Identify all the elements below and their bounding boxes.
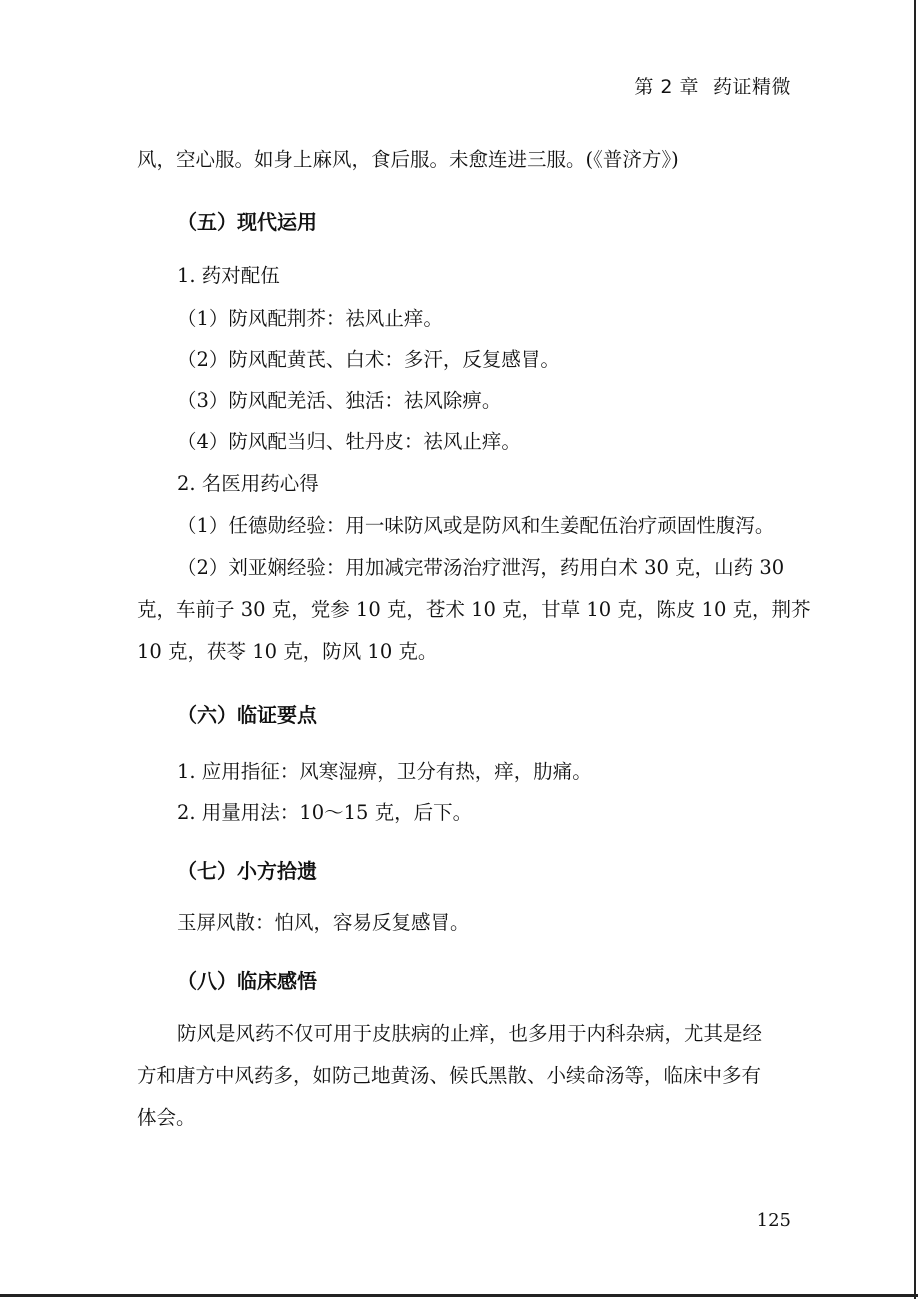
subheading-drug-pairing: 1. 药对配伍	[177, 264, 280, 287]
section-7-heading: （七）小方拾遗	[177, 859, 317, 883]
continuation-text: 风，空心服。如身上麻风，食后服。未愈连进三服。(《普济方》)	[137, 148, 679, 171]
list-item: （1）任德勋经验：用一味防风或是防风和生姜配伍治疗顽固性腹泻。	[177, 514, 775, 537]
page-number: 125	[756, 1210, 791, 1231]
page-border-bottom	[0, 1294, 918, 1297]
section-8-heading: （八）临床感悟	[177, 969, 317, 993]
list-item: 2. 用量用法：10～15 克，后下。	[177, 801, 473, 824]
section-5-heading: （五）现代运用	[177, 210, 317, 234]
paragraph-line: 10 克，茯苓 10 克，防风 10 克。	[137, 640, 438, 663]
list-item: （4）防风配当归、牡丹皮：祛风止痒。	[177, 430, 521, 453]
paragraph-line: 方和唐方中风药多，如防己地黄汤、候氏黑散、小续命汤等，临床中多有	[137, 1064, 762, 1087]
formula-text: 玉屏风散：怕风，容易反复感冒。	[177, 911, 470, 934]
chapter-title: 药证精微	[712, 76, 791, 98]
subheading-famous-doctors: 2. 名医用药心得	[177, 472, 319, 495]
list-item: （2）防风配黄芪、白术：多汗，反复感冒。	[177, 348, 560, 371]
paragraph-line: （2）刘亚娴经验：用加减完带汤治疗泄泻，药用白术 30 克，山药 30	[177, 556, 785, 579]
list-item: （3）防风配羌活、独活：祛风除痹。	[177, 389, 502, 412]
list-item: （1）防风配荆芥：祛风止痒。	[177, 307, 443, 330]
paragraph-line: 克，车前子 30 克，党参 10 克，苍术 10 克，甘草 10 克，陈皮 10 克，荆芥	[137, 598, 811, 621]
list-item: 1. 应用指征：风寒湿痹，卫分有热，痒，肋痛。	[177, 760, 592, 783]
chapter-number: 第 2 章	[634, 76, 699, 98]
page-border-right	[914, 0, 916, 1299]
paragraph-line: 防风是风药不仅可用于皮肤病的止痒，也多用于内科杂病，尤其是经	[177, 1022, 763, 1045]
section-6-heading: （六）临证要点	[177, 703, 317, 727]
running-header	[634, 72, 791, 99]
paragraph-line: 体会。	[137, 1106, 196, 1129]
